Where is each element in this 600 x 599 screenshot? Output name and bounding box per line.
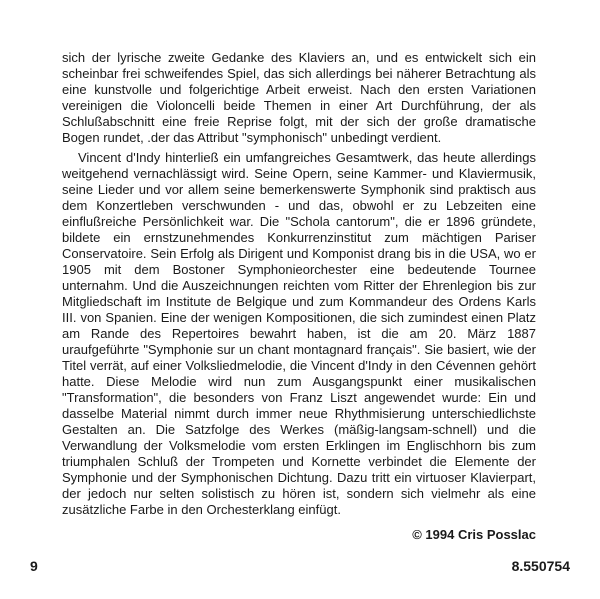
page-number: 9 [30, 558, 38, 574]
paragraph-dindy: Vincent d'Indy hinterließ ein umfangreiches Gesamtwerk, das heute allerdings weitgehend vernachlässigt wird. Seine Opern, seine Kammer- und Klaviermusik, seine Lieder und vor allem seine bemerkenswerte Symphonik sind praktisch aus dem Konzertleben verschwunden - und das, obwohl er zu Lebzeiten eine einflußreiche Persönlichkeit war. Die "Schola cantorum", die er 1896 gründete, bildete ein ernstzunehmendes Konkurrenzinstitut zum mächtigen Pariser Conservatoire. Sein Erfolg als Dirigent und Komponist drang bis in die USA, wo er 1905 mit dem Bostoner Symphonieorchester eine bedeutende Tournee unternahm. Und die Auszeichnungen reichten vom Ritter der Ehrenlegion bis zur Mitgliedschaft im Institute de Belgique und zum Kommandeur des Ordens Karls III. von Spanien. Eine der wenigen Kompositionen, die sich zumindest einen Platz am Rande des Repertoires bewahrt haben, ist die am 20. März 1887 uraufgeführte "Symphonie sur un chant montagnard français". Sie basiert, wie der Titel verrät, auf einer Volksliedmelodie, die Vincent d'Indy in den Cévennen gehört hatte. Diese Melodie wird nun zum Ausgangspunkt einer musikalischen "Transformation", die besonders von Franz Liszt angewendet wurde: Ein und dasselbe Material nimmt durch immer neue Rhythmisierung unterschiedlichste Gestalten an. Die Satzfolge des Werkes (mäßig-langsam-schnell) und die Verwandlung der Volksmelodie vom ersten Erklingen im Englischhorn bis zum triumphalen Schluß der Trompeten und Kornette verbindet die Elemente der Symphonie und der Symphonischen Dichtung. Dazu tritt ein virtuoser Klavierpart, der jedoch nur selten solistisch zu hören ist, sondern sich vielmehr als eine zusätzliche Farbe in den Orchesterklang einfügt. [62, 150, 536, 517]
catalog-number: 8.550754 [511, 558, 570, 574]
copyright-credit: © 1994 Cris Posslac [412, 527, 536, 542]
body-text [62, 50, 536, 518]
paragraph-continuation: sich der lyrische zweite Gedanke des Klaviers an, und es entwickelt sich ein scheinbar frei schweifendes Spiel, das sich allerdings bei näherer Betrachtung als eine kunstvolle und folgerichtige Arbeit erweist. Nach den ersten Variationen vereinigen die Violoncelli beide Themen in einer Art Durchführung, der als Schlußabschnitt eine freie Reprise folgt, mit der sich der große dramatische Bogen rundet, .der das Attribut "symphonisch" unbedingt verdient. [62, 50, 536, 145]
